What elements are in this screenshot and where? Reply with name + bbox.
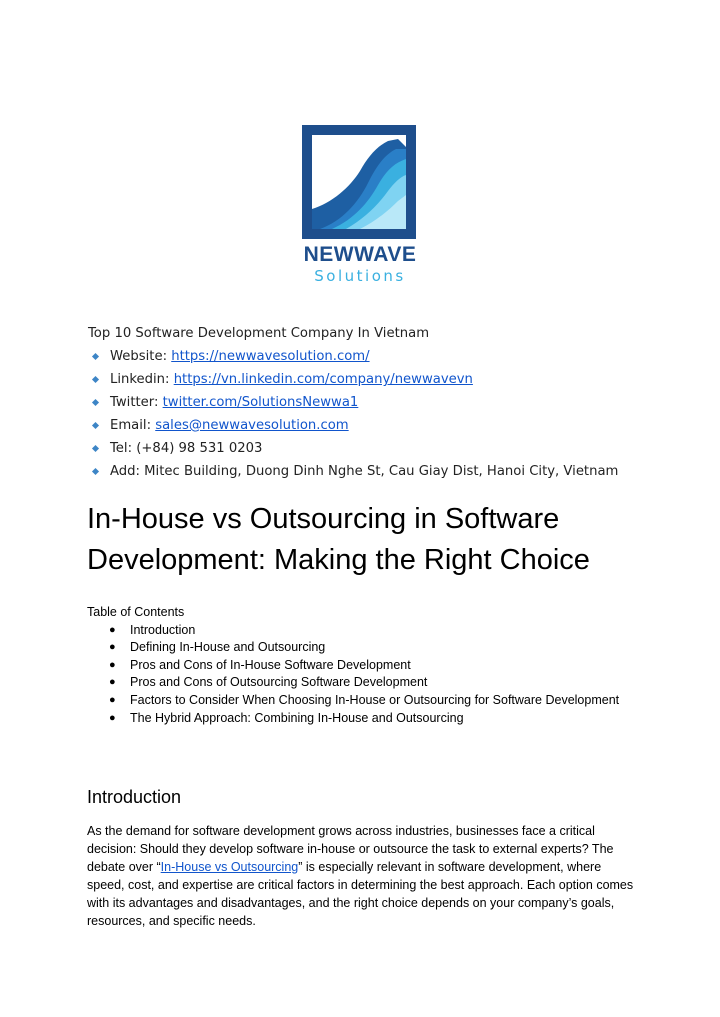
toc-item-label: Factors to Consider When Choosing In-House or Outsourcing for Software Development — [130, 692, 620, 707]
bullet-icon: ● — [109, 641, 116, 654]
contact-label: Twitter: — [110, 395, 163, 410]
toc-item[interactable] — [87, 674, 647, 692]
contact-label: Tel: — [110, 441, 137, 456]
logo-subtitle: Solutions — [314, 267, 406, 285]
contact-tel — [88, 437, 688, 460]
bullet-icon: ● — [109, 693, 116, 706]
page-title: In-House vs Outsourcing in Software Development: Making the Right Choice — [87, 503, 590, 576]
contact-list — [88, 345, 688, 483]
email-link[interactable]: sales@newwavesolution.com — [155, 418, 349, 433]
toc-item-label: The Hybrid Approach: Combining In-House and Outsourcing — [130, 710, 464, 725]
contact-label: Linkedin: — [110, 372, 174, 387]
toc-item[interactable] — [87, 622, 647, 640]
linkedin-link[interactable]: https://vn.linkedin.com/company/newwavevn — [173, 372, 473, 387]
contact-email — [88, 414, 688, 437]
table-of-contents — [87, 604, 647, 727]
bullet-icon: ● — [109, 623, 116, 636]
diamond-bullet-icon — [92, 353, 99, 360]
toc-item[interactable] — [87, 657, 647, 675]
introduction-heading: Introduction — [87, 787, 182, 807]
website-link[interactable]: https://newwavesolution.com/ — [171, 349, 370, 364]
toc-item[interactable] — [87, 692, 647, 710]
toc-item-label: Introduction — [130, 622, 196, 637]
toc-list — [87, 622, 647, 728]
contact-label: Add: — [110, 464, 145, 479]
toc-item-label: Defining In-House and Outsourcing — [130, 640, 326, 655]
intro-text-start: As the demand for software development grows across industries, businesses face a critical decision: Should they develop software in-house or outsource the task to external experts? The debate over “ — [87, 824, 614, 874]
contact-label: Email: — [110, 418, 156, 433]
toc-title: Table of Contents — [87, 605, 185, 619]
wave-logo-icon — [302, 125, 416, 239]
bullet-icon: ● — [109, 711, 116, 724]
bullet-icon: ● — [109, 658, 116, 671]
toc-item[interactable] — [87, 710, 647, 728]
contact-title: Top 10 Software Development Company In Vietnam — [88, 326, 430, 341]
contact-address — [88, 460, 688, 483]
contact-linkedin — [88, 368, 688, 391]
contact-website — [88, 345, 688, 368]
intro-text-end: ” is especially relevant in software development, where speed, cost, and expertise are critical factors in determining the best approach. Each option comes with its advantages and disadvantages, and the right choice depends on your company’s goals, resources, and specific needs. — [87, 859, 634, 928]
diamond-bullet-icon — [92, 468, 99, 475]
contact-label: Website: — [110, 349, 172, 364]
diamond-bullet-icon — [92, 376, 99, 383]
introduction-paragraph — [87, 823, 635, 930]
diamond-bullet-icon — [92, 399, 99, 406]
toc-item-label: Pros and Cons of Outsourcing Software Development — [130, 675, 428, 690]
toc-item-label: Pros and Cons of In-House Software Development — [130, 657, 411, 672]
diamond-bullet-icon — [92, 445, 99, 452]
tel-value: (+84) 98 531 0203 — [136, 441, 263, 456]
diamond-bullet-icon — [92, 422, 99, 429]
newwave-logo — [302, 125, 418, 285]
contact-block — [88, 324, 688, 483]
address-value: Mitec Building, Duong Dinh Nghe St, Cau Giay Dist, Hanoi City, Vietnam — [144, 464, 619, 479]
in-house-vs-outsourcing-link[interactable]: In-House vs Outsourcing — [160, 859, 299, 874]
toc-item[interactable] — [87, 639, 647, 657]
logo-wordmark: NEWWAVE — [303, 243, 417, 266]
contact-twitter — [88, 391, 688, 414]
twitter-link[interactable]: twitter.com/SolutionsNewwa1 — [162, 395, 359, 410]
bullet-icon: ● — [109, 676, 116, 689]
